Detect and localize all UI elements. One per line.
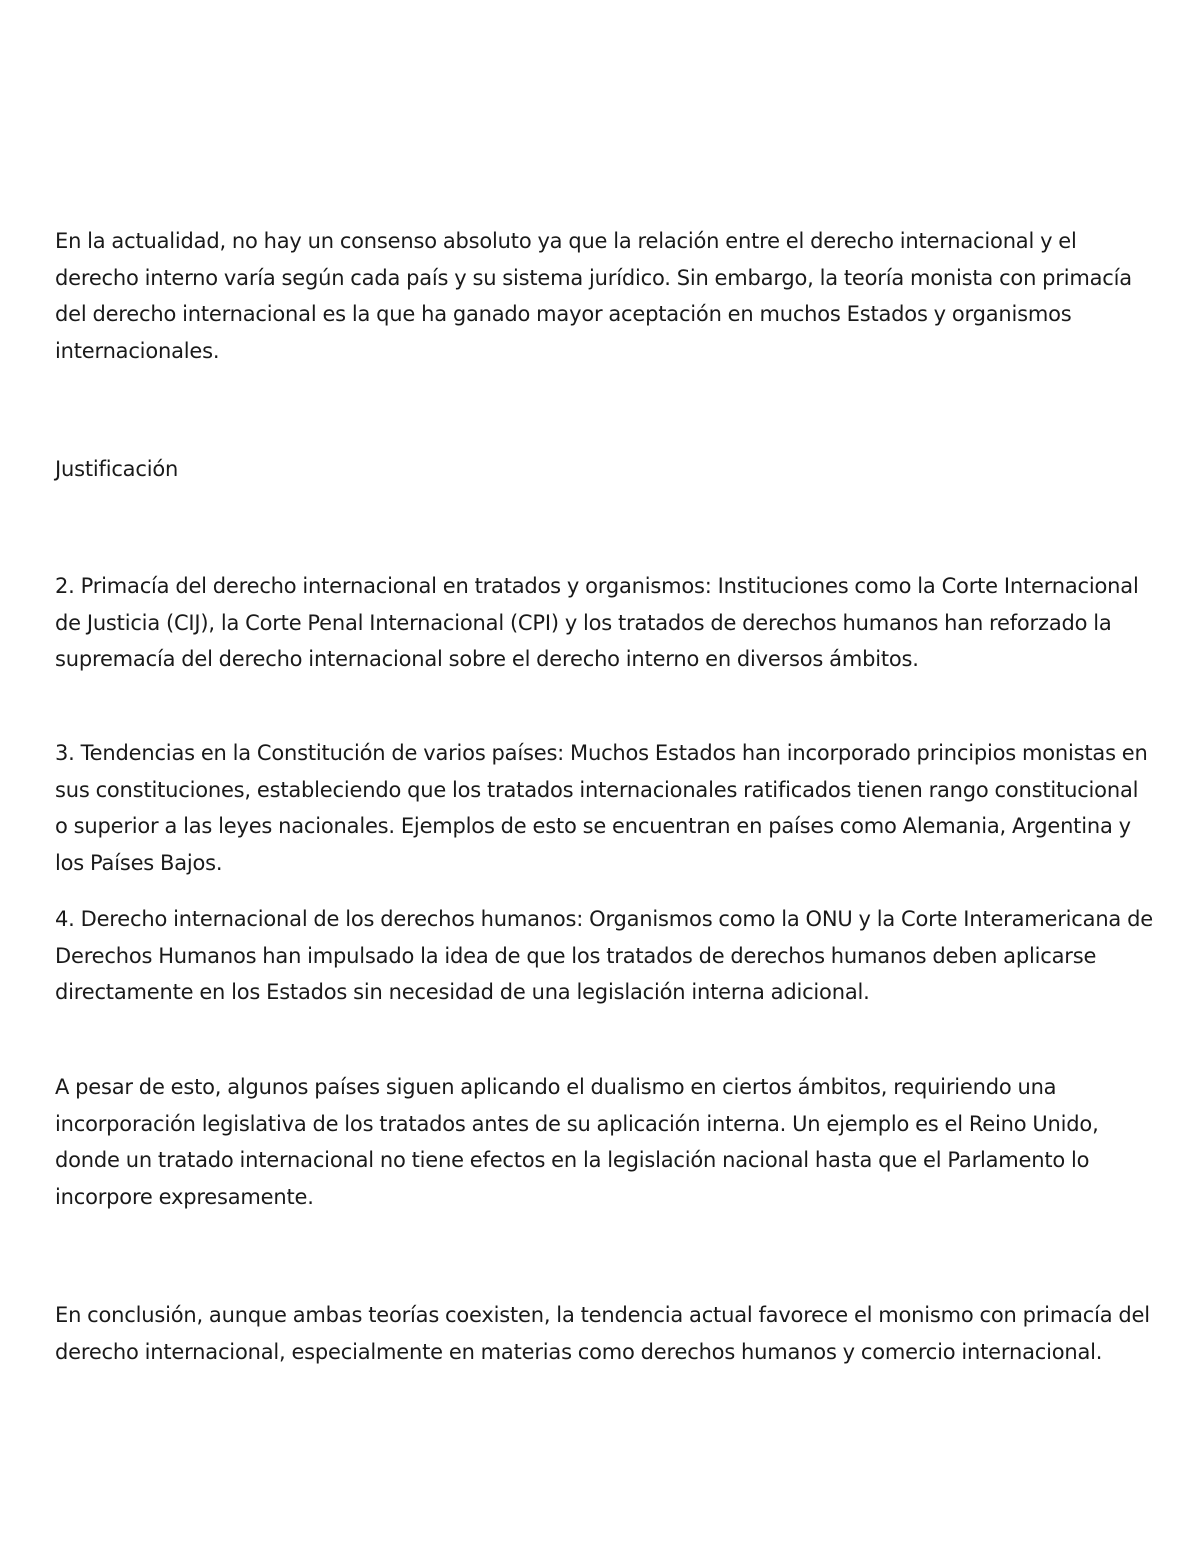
intro-paragraph: En la actualidad, no hay un consenso absoluto ya que la relación entre el derecho internacional y el derecho interno varía según cada país y su sistema jurídico. Sin embargo, la teoría monista con primacía del derecho internacional es la que ha ganado mayor aceptación en muchos Estados y organismos internacionales. xyxy=(55,229,1132,363)
justification-item: 2. Primacía del derecho internacional en tratados y organismos: Instituciones como la Corte Internacional de Justicia (CIJ), la Corte Penal Internacional (CPI) y los tratados de derechos humanos han reforzado la supremacía del derecho internacional sobre el derecho interno en diversos ámbitos. xyxy=(55,574,1139,671)
conclusion-paragraph: En conclusión, aunque ambas teorías coexisten, la tendencia actual favorece el monismo con primacía del derecho internacional, especialmente en materias como derechos humanos y comercio internacional. xyxy=(55,1303,1150,1364)
justification-item: 3. Tendencias en la Constitución de varios países: Muchos Estados han incorporado principios monistas en sus constituciones, estableciendo que los tratados internacionales ratificados tienen rango constitucional o superior a las leyes nacionales. Ejemplos de esto se encuentran en países como Alemania, Argentina y los Países Bajos. xyxy=(55,741,1148,875)
section-heading: Justificación xyxy=(55,457,179,481)
dualism-paragraph: A pesar de esto, algunos países siguen aplicando el dualismo en ciertos ámbitos, requiriendo una incorporación legislativa de los tratados antes de su aplicación interna. Un ejemplo es el Reino Unido, donde un tratado internacional no tiene efectos en la legislación nacional hasta que el Parlamento lo incorpore expresamente. xyxy=(55,1075,1099,1209)
justification-item: 4. Derecho internacional de los derechos humanos: Organismos como la ONU y la Corte Interamericana de Derechos Humanos han impulsado la idea de que los tratados de derechos humanos deben aplicarse directamente en los Estados sin necesidad de una legislación interna adicional. xyxy=(55,907,1153,1004)
